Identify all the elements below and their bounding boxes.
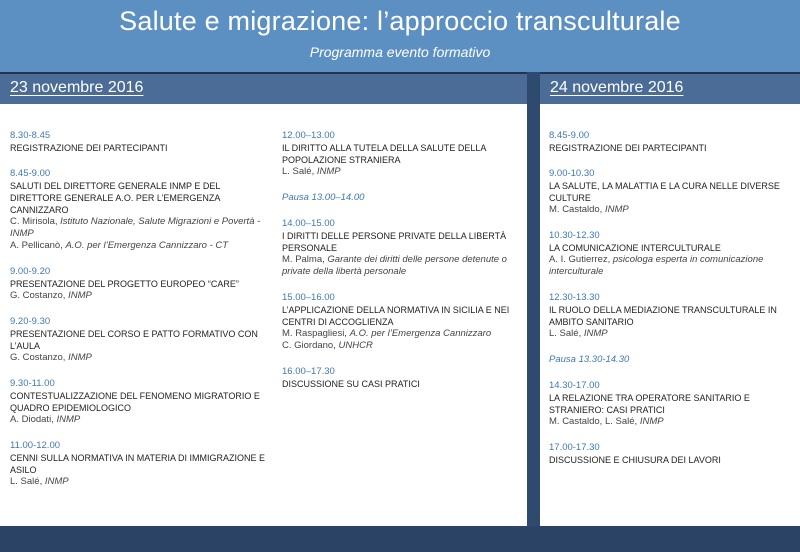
speaker-affiliation: psicologa esperta in comunicazione interculturale [549, 254, 764, 277]
speaker-affiliation: UNHCR [338, 340, 373, 351]
speaker-affiliation: A.O. per l’Emergenza Cannizzaro [349, 328, 492, 339]
session-topic: IL DIRITTO ALLA TUTELA DELLA SALUTE DELLA POPOLAZIONE STRANIERA [282, 143, 486, 165]
speaker-name: C. Giordano, [282, 340, 339, 351]
speaker-name: L. Salé, [549, 328, 584, 339]
speaker-name: A. I. Gutierrez, [549, 254, 613, 265]
session-time: 12.00–13.00 [282, 130, 335, 141]
session-topic: IL RUOLO DELLA MEDIAZIONE TRANSCULTURALE IN AMBITO SANITARIO [549, 305, 777, 327]
speaker-name: M. Castaldo, [549, 204, 605, 215]
session-topic: CENNI SULLA NORMATIVA IN MATERIA DI IMMIGRAZIONE E ASILO [10, 453, 266, 475]
session-topic: LA COMUNICAZIONE INTERCULTURALE [549, 243, 721, 253]
program-item [549, 230, 789, 278]
program-item [282, 292, 520, 352]
session-time: 16.00–17.30 [282, 366, 335, 377]
day1-date-bar [0, 72, 527, 104]
session-time: 9.00-10.30 [549, 168, 595, 179]
speaker-affiliation: INMP [604, 204, 629, 215]
program-item [549, 130, 789, 154]
speaker-affiliation: INMP [639, 416, 664, 427]
speaker-affiliation: Garante dei diritti delle persone detenute o private della libertà personale [282, 254, 507, 277]
session-topic: L’APPLICAZIONE DELLA NORMATIVA IN SICILIA E NEI CENTRI DI ACCOGLIENZA [282, 305, 510, 327]
session-time: 8.45-9.00 [549, 130, 590, 141]
page-subtitle: Programma evento formativo [309, 44, 491, 60]
session-speaker [10, 240, 272, 252]
session-speaker [549, 204, 789, 216]
session-time: 10.30-12.30 [549, 230, 600, 241]
speaker-name: G. Costanzo, [10, 352, 69, 363]
program-item [282, 218, 520, 278]
session-topic: LA SALUTE, LA MALATTIA E LA CURA NELLE DIVERSE CULTURE [549, 181, 780, 203]
footer-bar [0, 526, 800, 552]
header-banner [0, 0, 800, 72]
pause-label: Pausa 13.30-14.30 [549, 354, 630, 365]
page-title: Salute e migrazione: l’approccio transculturale [119, 6, 681, 36]
speaker-name: A. Diodati, [10, 414, 57, 425]
speaker-affiliation: Istituto Nazionale, Salute Migrazioni e Povertà - INMP [10, 216, 261, 239]
session-topic: LA RELAZIONE TRA OPERATORE SANITARIO E STRANIERO: CASI PRATICI [549, 393, 750, 415]
day2-panel [540, 104, 800, 526]
speaker-affiliation: INMP [316, 166, 341, 177]
pause-label: Pausa 13.00–14.00 [282, 192, 365, 203]
speaker-affiliation: INMP [56, 414, 81, 425]
session-topic: SALUTI DEL DIRETTORE GENERALE INMP E DEL DIRETTORE GENERALE A.O. PER L’EMERGENZA CANNIZZARO [10, 181, 221, 215]
session-time: 12.30-13.30 [549, 292, 600, 303]
session-time: 9.20-9.30 [10, 316, 51, 327]
column-separator [527, 72, 540, 532]
session-speaker [282, 328, 520, 340]
session-speaker [10, 352, 272, 364]
day1-column-2 [282, 130, 520, 404]
speaker-name: M. Castaldo, L. Salé, [549, 416, 640, 427]
program-item [282, 130, 520, 178]
day2-date: 24 novembre 2016 [550, 79, 684, 96]
session-speaker [10, 414, 272, 426]
session-speaker [10, 290, 272, 302]
session-time: 15.00–16.00 [282, 292, 335, 303]
session-topic: PRESENTAZIONE DEL PROGETTO EUROPEO “CARE” [10, 279, 239, 289]
session-speaker [549, 416, 789, 428]
session-time: 9.30-11.00 [10, 378, 55, 389]
program-item [10, 168, 272, 252]
program-item [549, 168, 789, 216]
session-speaker [282, 166, 520, 178]
program-item [549, 292, 789, 340]
session-time: 8.45-9.00 [10, 168, 51, 179]
speaker-name: L. Salé, [282, 166, 317, 177]
program-item [10, 378, 272, 426]
program-item [549, 380, 789, 428]
program-item [10, 440, 272, 488]
session-time: 14.30-17.00 [549, 380, 600, 391]
program-item [10, 316, 272, 364]
session-time: 17.00-17.30 [549, 442, 600, 453]
speaker-affiliation: A.O. per l’Emergenza Cannizzaro - CT [65, 240, 229, 251]
session-speaker [282, 254, 520, 278]
day1-panel [0, 104, 527, 526]
speaker-name: M. Palma, [282, 254, 328, 265]
session-time: 9.00-9.20 [10, 266, 51, 277]
session-time: 14.00–15.00 [282, 218, 335, 229]
session-topic: REGISTRAZIONE DEI PARTECIPANTI [10, 143, 168, 153]
speaker-name: C. Mirisola, [10, 216, 61, 227]
speaker-affiliation: INMP [68, 352, 92, 363]
day1-column-1 [10, 130, 272, 502]
day1-date: 23 novembre 2016 [10, 79, 144, 96]
speaker-affiliation: INMP [44, 476, 69, 487]
session-time: 11.00-12.00 [10, 440, 61, 451]
session-topic: DISCUSSIONE E CHIUSURA DEI LAVORI [549, 455, 721, 465]
speaker-name: M. Raspagliesi, [282, 328, 350, 339]
session-topic: I DIRITTI DELLE PERSONE PRIVATE DELLA LIBERTÀ PERSONALE [282, 231, 507, 253]
speaker-affiliation: INMP [68, 290, 92, 301]
session-topic: DISCUSSIONE SU CASI PRATICI [282, 379, 420, 389]
session-time: 8.30-8.45 [10, 130, 51, 141]
day2-column [549, 130, 789, 480]
session-topic: CONTESTUALIZZAZIONE DEL FENOMENO MIGRATORIO E QUADRO EPIDEMIOLOGICO [10, 391, 260, 413]
program-item [549, 442, 789, 466]
session-speaker [549, 328, 789, 340]
speaker-name: A. Pellicanò, [10, 240, 66, 251]
session-topic: PRESENTAZIONE DEL CORSO E PATTO FORMATIVO CON L’AULA [10, 329, 258, 351]
program-item [10, 266, 272, 302]
speaker-name: L. Salé, [10, 476, 45, 487]
speaker-affiliation: INMP [583, 328, 608, 339]
day2-date-bar [540, 72, 800, 104]
session-speaker [10, 476, 272, 488]
session-speaker [282, 340, 520, 352]
session-speaker [549, 254, 789, 278]
speaker-name: G. Costanzo, [10, 290, 69, 301]
session-speaker [10, 216, 272, 240]
session-topic: REGISTRAZIONE DEI PARTECIPANTI [549, 143, 707, 153]
program-item [10, 130, 272, 154]
program-item [282, 366, 520, 390]
